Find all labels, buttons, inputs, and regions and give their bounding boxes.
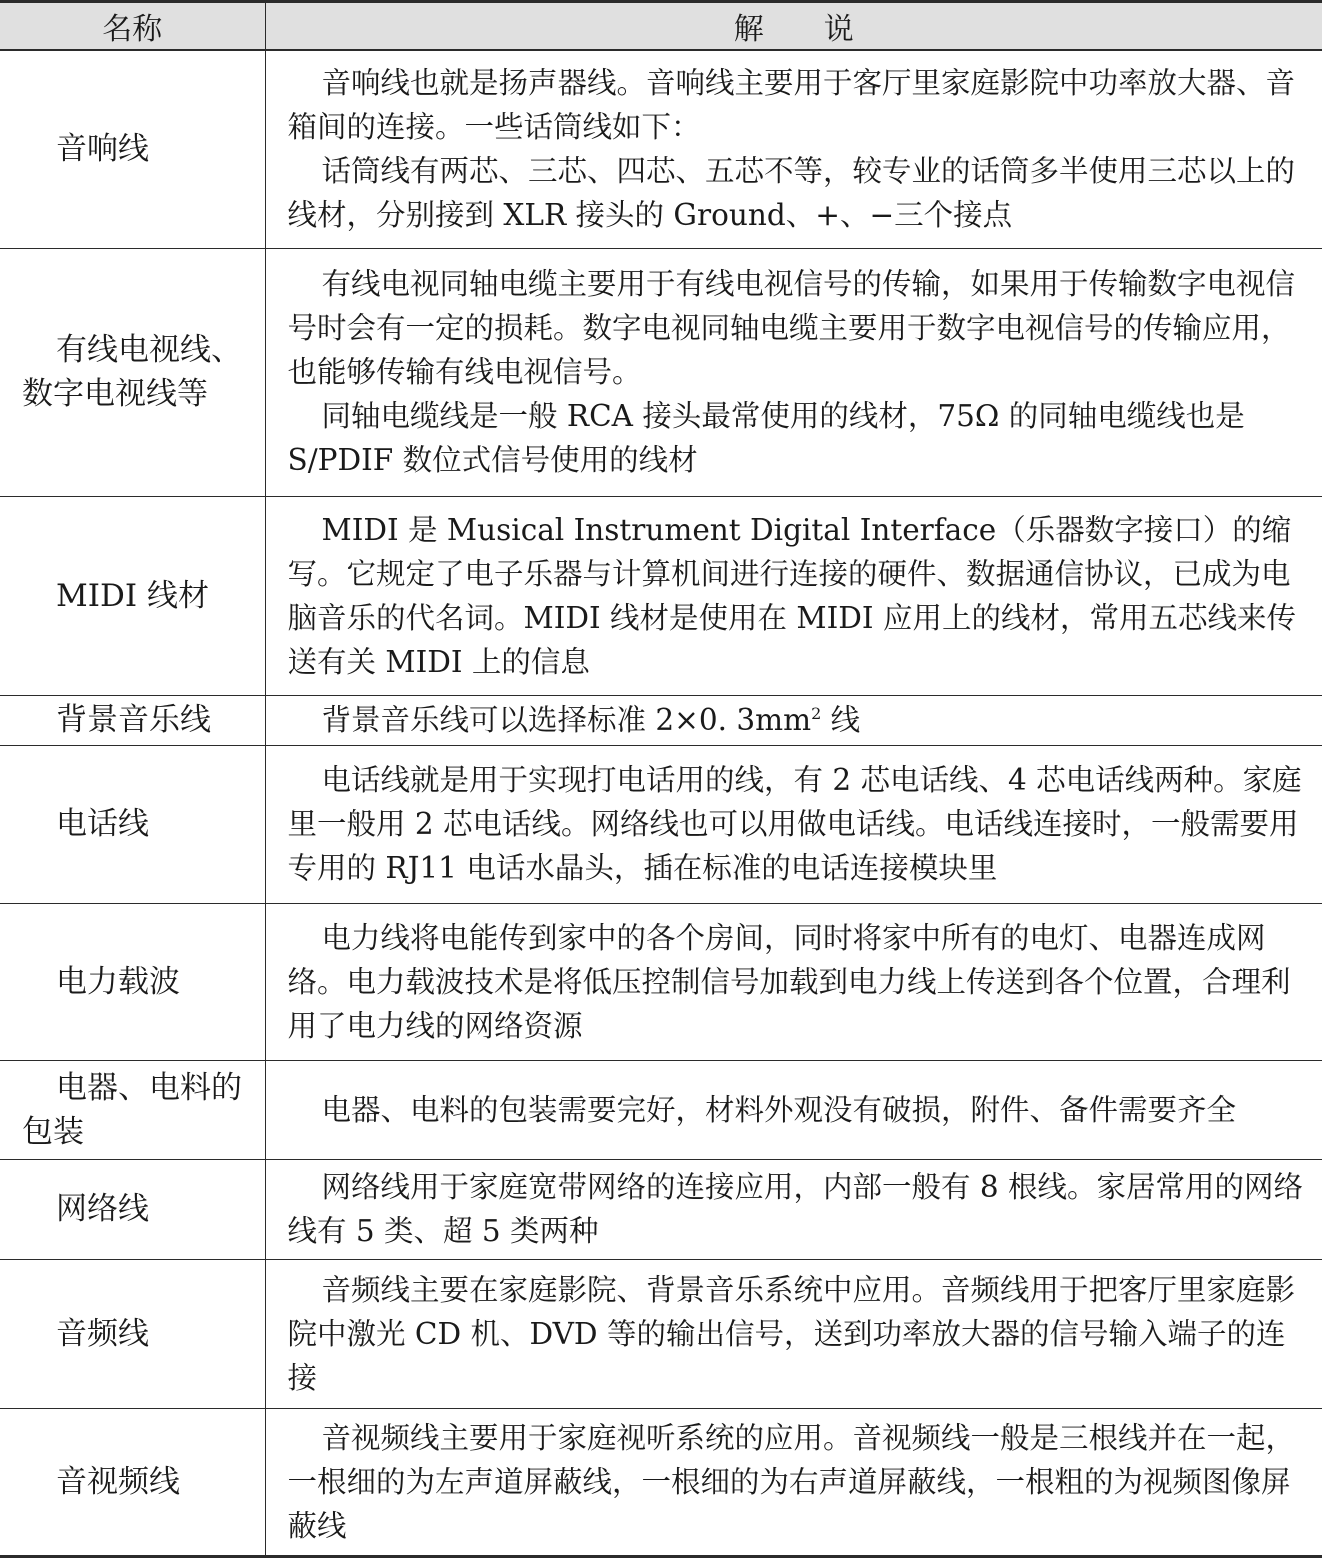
row-desc: [265, 1408, 1322, 1556]
row-desc: [265, 248, 1322, 496]
row-name: 音频线: [0, 1259, 265, 1408]
table-row: [0, 1408, 1322, 1556]
table-row: [0, 695, 1322, 745]
row-name: 音视频线: [0, 1408, 265, 1556]
desc-paragraph: 网络线用于家庭宽带网络的连接应用，内部一般有 8 根线。家居常用的网络线有 5 类、超 5 类两种: [287, 1170, 1304, 1248]
table-row: [0, 1259, 1322, 1408]
table-row: [0, 745, 1322, 903]
row-name: 电话线: [0, 745, 265, 903]
desc-paragraph: 电器、电料的包装需要完好，材料外观没有破损，附件、备件需要齐全: [321, 1092, 1237, 1127]
desc-text: 背景音乐线可以选择标准 2×0. 3mm: [321, 703, 812, 737]
row-desc: [265, 1159, 1322, 1259]
desc-paragraph: 音响线也就是扬声器线。音响线主要用于客厅里家庭影院中功率放大器、音箱间的连接。一些话筒线如下：: [287, 66, 1296, 145]
desc-paragraph: 电力线将电能传到家中的各个房间，同时将家中所有的电灯、电器连成网络。电力载波技术是将低压控制信号加载到电力线上传送到各个位置，合理利用了电力线的网络资源: [287, 920, 1291, 1043]
row-name: 电器、电料的包装: [0, 1060, 265, 1159]
row-desc: [265, 1259, 1322, 1408]
table-row: [0, 1060, 1322, 1159]
superscript: 2: [811, 704, 822, 724]
table-row: [0, 496, 1322, 695]
desc-paragraph: MIDI 是 Musical Instrument Digital Interface（乐器数字接口）的缩写。它规定了电子乐器与计算机间进行连接的硬件、数据通信协议，已成为电脑音乐的代名词。MIDI 线材是使用在 MIDI 应用上的线材，常用五芯线来传送有关 MIDI 上的信息: [287, 512, 1296, 679]
row-name: 背景音乐线: [0, 695, 265, 745]
desc-paragraph: 有线电视同轴电缆主要用于有线电视信号的传输，如果用于传输数字电视信号时会有一定的损耗。数字电视同轴电缆主要用于数字电视信号的传输应用，也能够传输有线电视信号。: [287, 267, 1296, 389]
desc-paragraph: 话筒线有两芯、三芯、四芯、五芯不等，较专业的话筒多半使用三芯以上的线材，分别接到 XLR 接头的 Ground、+、−三个接点: [287, 154, 1296, 233]
desc-paragraph: [288, 698, 1307, 742]
desc-paragraph: 电话线就是用于实现打电话用的线，有 2 芯电话线、4 芯电话线两种。家庭里一般用 2 芯电话线。网络线也可以用做电话线。电话线连接时，一般需要用专用的 RJ11 电话水晶头，插在标准的电话连接模块里: [287, 763, 1302, 885]
row-desc: [265, 1060, 1322, 1159]
desc-paragraph: 音视频线主要用于家庭视听系统的应用。音视频线一般是三根线并在一起，一根细的为左声道屏蔽线，一根细的为右声道屏蔽线，一根粗的为视频图像屏蔽线: [287, 1420, 1296, 1543]
table-row: [0, 50, 1322, 248]
table-row: [0, 248, 1322, 496]
row-name: 网络线: [0, 1159, 265, 1259]
row-name: MIDI 线材: [0, 496, 265, 695]
row-name: 音响线: [0, 50, 265, 248]
row-name: 有线电视线、数字电视线等: [0, 248, 265, 496]
table-header-row: [0, 2, 1322, 51]
row-desc: [265, 496, 1322, 695]
row-desc: [265, 903, 1322, 1060]
row-desc: [265, 695, 1322, 745]
row-desc: [265, 745, 1322, 903]
desc-tail: 线: [821, 703, 861, 737]
table-row: [0, 1159, 1322, 1259]
header-name: 名称: [0, 2, 265, 51]
row-desc: [265, 50, 1322, 248]
desc-paragraph: 音频线主要在家庭影院、背景音乐系统中应用。音频线用于把客厅里家庭影院中激光 CD 机、DVD 等的输出信号，送到功率放大器的信号输入端子的连接: [287, 1272, 1296, 1395]
row-name: 电力载波: [0, 903, 265, 1060]
desc-paragraph: 同轴电缆线是一般 RCA 接头最常使用的线材，75Ω 的同轴电缆线也是 S/PDIF 数位式信号使用的线材: [287, 399, 1245, 477]
header-desc: 解说: [265, 2, 1322, 51]
table-row: [0, 903, 1322, 1060]
